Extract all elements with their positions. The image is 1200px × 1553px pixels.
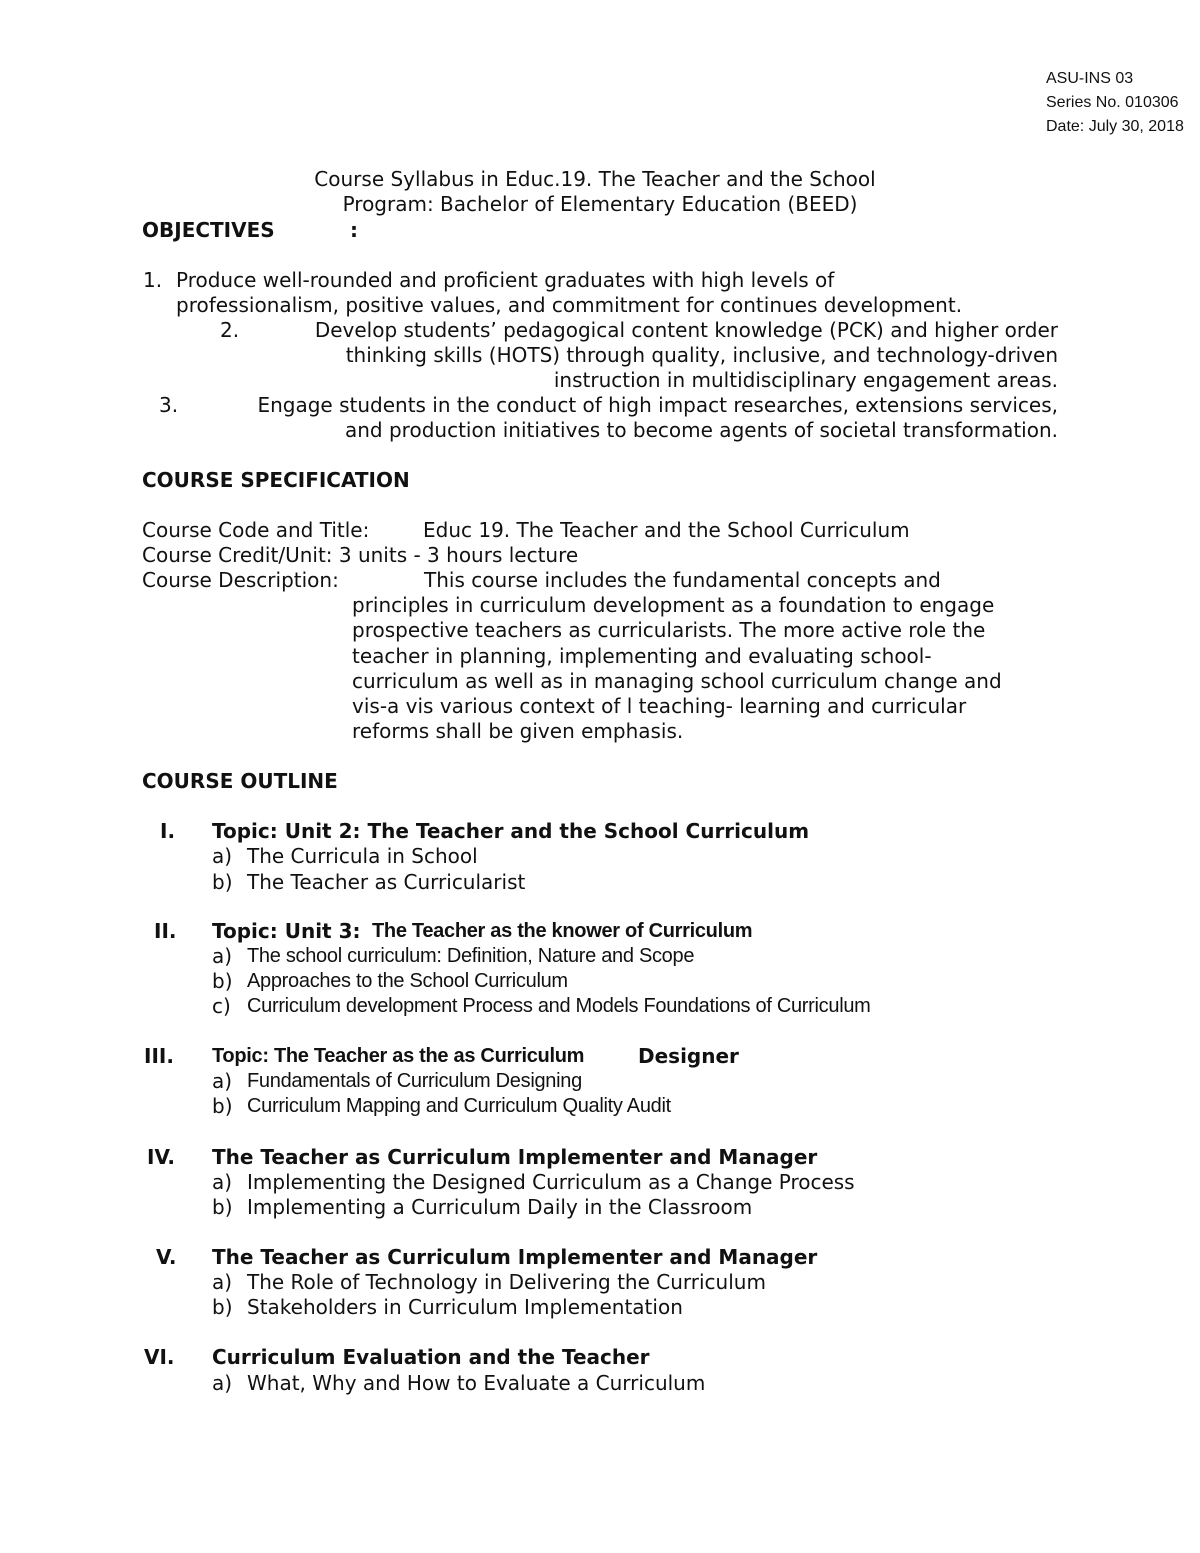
outline-item: Curriculum development Process and Models Foundations of Curriculum: [247, 995, 871, 1017]
item-letter: b): [212, 1094, 233, 1118]
item-letter: b): [212, 1295, 233, 1319]
outline-item: What, Why and How to Evaluate a Curriculum: [247, 1371, 706, 1395]
objective-text: Develop students’ pedagogical content knowledge (PCK) and higher order: [314, 318, 1058, 342]
syllabus-title: Course Syllabus in Educ.19. The Teacher and the School: [314, 167, 876, 191]
description-line: teacher in planning, implementing and evaluating school-: [352, 644, 932, 668]
outline-item: Curriculum Mapping and Curriculum Quality Audit: [247, 1095, 671, 1117]
unit-title: The Teacher as the knower of Curriculum: [372, 920, 753, 942]
description-line: principles in curriculum development as a foundation to engage: [352, 593, 995, 617]
description-line: prospective teachers as curricularists. The more active role the: [352, 618, 986, 642]
outline-item: Fundamentals of Curriculum Designing: [247, 1070, 582, 1092]
unit-numeral: V.: [156, 1245, 177, 1269]
unit-numeral: III.: [144, 1044, 174, 1068]
item-letter: a): [212, 1170, 233, 1194]
unit-numeral: VI.: [144, 1345, 175, 1369]
objective-text: and production initiatives to become agents of societal transformation.: [345, 418, 1058, 442]
outline-item: Stakeholders in Curriculum Implementation: [247, 1295, 683, 1319]
objectives-heading: OBJECTIVES: [142, 218, 275, 242]
description-line: reforms shall be given emphasis.: [352, 719, 684, 743]
outline-item: Implementing a Curriculum Daily in the Classroom: [247, 1195, 753, 1219]
outline-item: The Teacher as Curricularist: [247, 870, 526, 894]
unit-numeral: I.: [160, 819, 176, 843]
objective-text: Engage students in the conduct of high impact researches, extensions services,: [257, 393, 1058, 417]
outline-item: Implementing the Designed Curriculum as a Change Process: [247, 1170, 855, 1194]
unit-title-prefix: Topic: The Teacher as the as Curriculum: [212, 1045, 585, 1067]
item-letter: b): [212, 969, 233, 993]
course-credit: Course Credit/Unit: 3 units - 3 hours lecture: [142, 543, 579, 567]
objective-text: Produce well-rounded and proficient graduates with high levels of: [176, 268, 835, 292]
objective-text: instruction in multidisciplinary engagement areas.: [553, 368, 1058, 392]
unit-title: The Teacher as Curriculum Implementer and Manager: [212, 1145, 818, 1169]
description-line: vis-a vis various context of l teaching- learning and curricular: [352, 694, 967, 718]
course-description-label: Course Description:: [142, 568, 339, 592]
unit-numeral: II.: [154, 919, 177, 943]
item-letter: a): [212, 1069, 233, 1093]
outline-item: The school curriculum: Definition, Nature and Scope: [247, 945, 695, 967]
objective-number: 3.: [159, 393, 179, 417]
course-code-label: Course Code and Title:: [142, 518, 370, 542]
item-letter: b): [212, 870, 233, 894]
outline-item: The Role of Technology in Delivering the Curriculum: [247, 1270, 766, 1294]
objectives-colon: :: [350, 218, 358, 242]
description-line: curriculum as well as in managing school curriculum change and: [352, 669, 1002, 693]
description-line: This course includes the fundamental concepts and: [424, 568, 941, 592]
item-letter: a): [212, 944, 233, 968]
unit-title-prefix: Topic: Unit 3:: [212, 919, 361, 943]
objective-number: 2.: [220, 318, 240, 342]
unit-title: Curriculum Evaluation and the Teacher: [212, 1345, 650, 1369]
unit-title: The Teacher as Curriculum Implementer and Manager: [212, 1245, 818, 1269]
outline-item: The Curricula in School: [247, 844, 478, 868]
unit-title: Designer: [638, 1044, 739, 1068]
program-title: Program: Bachelor of Elementary Education (BEED): [342, 192, 858, 216]
item-letter: c): [212, 994, 231, 1018]
item-letter: a): [212, 1270, 233, 1294]
doc-code: ASU-INS 03: [1046, 70, 1134, 87]
course-outline-heading: COURSE OUTLINE: [142, 769, 338, 793]
objective-text: professionalism, positive values, and commitment for continues development.: [176, 293, 963, 317]
item-letter: a): [212, 844, 233, 868]
series-number: Series No. 010306: [1046, 94, 1179, 111]
unit-title: Topic: Unit 2: The Teacher and the School Curriculum: [212, 819, 810, 843]
item-letter: a): [212, 1371, 233, 1395]
course-spec-heading: COURSE SPECIFICATION: [142, 468, 410, 492]
objective-text: thinking skills (HOTS) through quality, inclusive, and technology-driven: [345, 343, 1058, 367]
objective-number: 1.: [143, 268, 163, 292]
course-code-value: Educ 19. The Teacher and the School Curriculum: [423, 518, 910, 542]
outline-item: Approaches to the School Curriculum: [247, 970, 568, 992]
document-date: Date: July 30, 2018: [1046, 118, 1184, 135]
unit-numeral: IV.: [147, 1145, 175, 1169]
item-letter: b): [212, 1195, 233, 1219]
